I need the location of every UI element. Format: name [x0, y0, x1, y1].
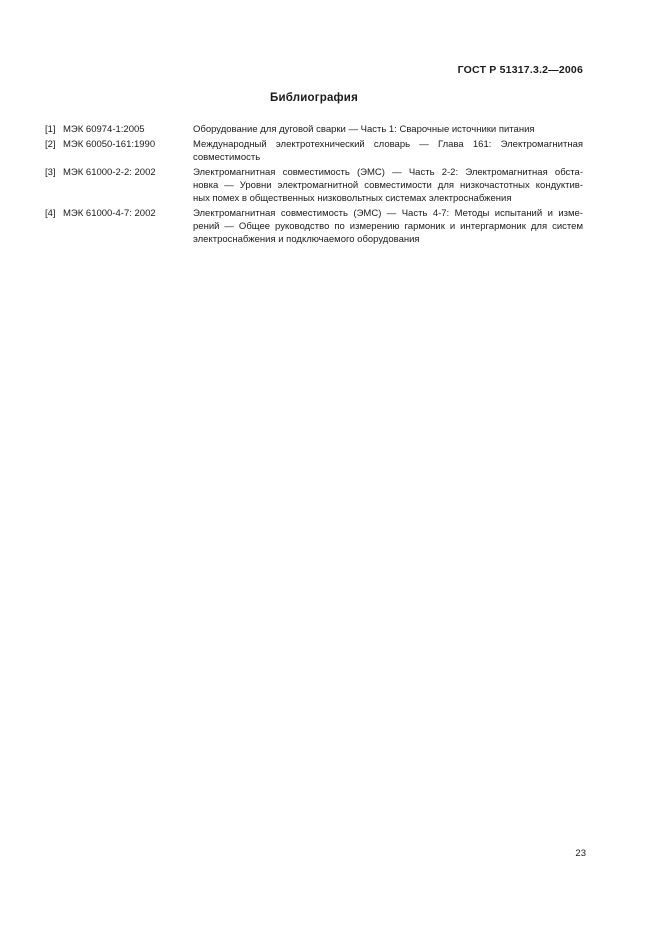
- reference-description-line: рений — Общее руководство по измерению гармоник и интергармоник для систем: [193, 221, 583, 232]
- reference-description: [193, 207, 583, 246]
- reference-code: МЭК 61000-2-2: 2002: [63, 167, 156, 178]
- section-title: Библиография: [269, 92, 358, 104]
- document-code: ГОСТ Р 51317.3.2—2006: [457, 64, 583, 76]
- bibliography-list: [45, 123, 583, 248]
- reference-number: [1]: [45, 124, 56, 135]
- reference-description-line: совместимость: [193, 152, 261, 163]
- reference-number: [3]: [45, 167, 56, 178]
- reference-description: [193, 138, 583, 164]
- bibliography-entry: [45, 166, 583, 205]
- reference-description-line: ных помех в общественных низковольтных системах электроснабжения: [193, 193, 512, 204]
- reference-number: [4]: [45, 208, 56, 219]
- bibliography-entry: [45, 123, 583, 136]
- reference-code: МЭК 60974-1:2005: [63, 124, 145, 135]
- reference-code: МЭК 61000-4-7: 2002: [63, 208, 156, 219]
- reference-description-line: Электромагнитная совместимость (ЭМС) — Часть 4-7: Методы испытаний и изме-: [193, 208, 583, 219]
- bibliography-entry: [45, 207, 583, 246]
- reference-description: [193, 166, 583, 205]
- bibliography-entry: [45, 138, 583, 164]
- reference-description-line: Оборудование для дуговой сварки — Часть 1: Сварочные источники питания: [193, 124, 535, 135]
- reference-description: [193, 123, 583, 136]
- page-number: 23: [575, 848, 586, 859]
- reference-description-line: Международный электротехнический словарь — Глава 161: Электромагнитная: [193, 139, 583, 150]
- reference-description-line: новка — Уровни электромагнитной совместимости для низкочастотных кондуктив-: [193, 180, 583, 191]
- reference-number: [2]: [45, 139, 56, 150]
- reference-description-line: электроснабжения и подключаемого оборудования: [193, 234, 420, 245]
- reference-description-line: Электромагнитная совместимость (ЭМС) — Часть 2-2: Электромагнитная обста-: [193, 167, 583, 178]
- reference-code: МЭК 60050-161:1990: [63, 139, 156, 150]
